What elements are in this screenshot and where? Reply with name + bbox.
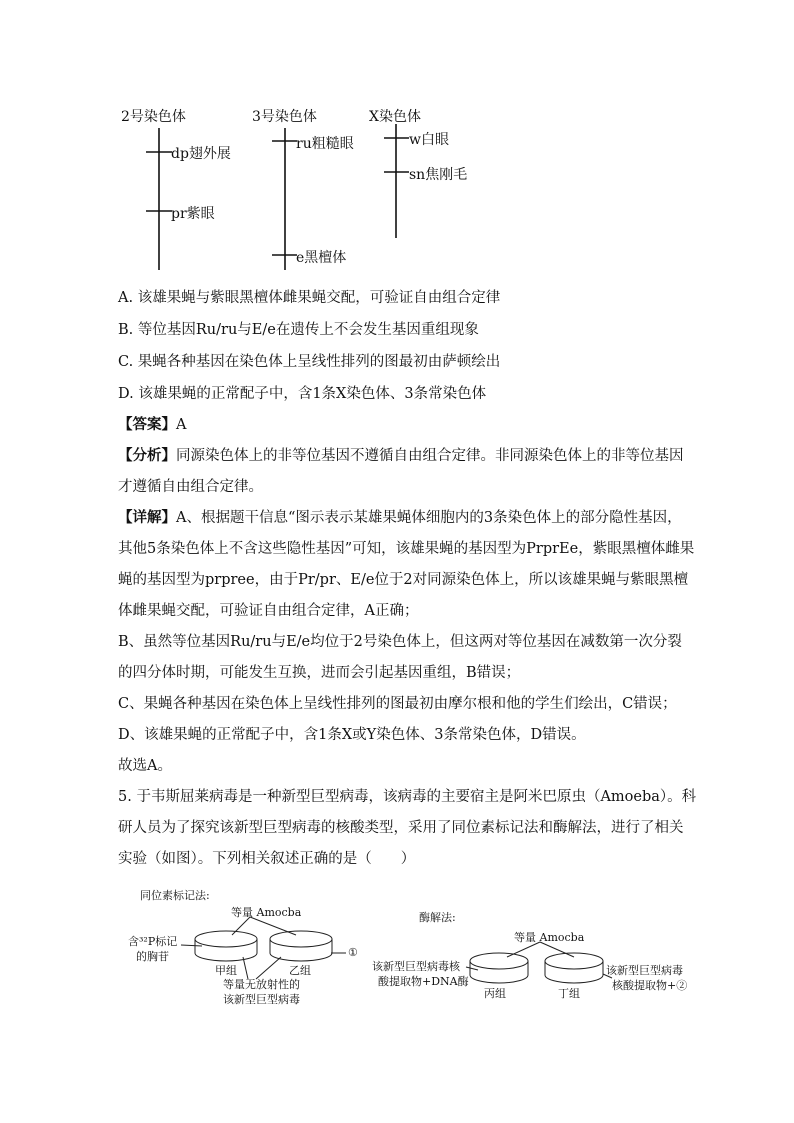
analysis-line-1: 【分析】同源染色体上的非等位基因不遵循自由组合定律。非同源染色体上的非等位基因 bbox=[118, 447, 684, 464]
option-c: C. 果蝇各种基因在染色体上呈线性排列的图最初由萨顿绘出 bbox=[118, 354, 501, 370]
enzyme-equal-amount: 等量 Amocba bbox=[514, 931, 585, 944]
group-a-label: 甲组 bbox=[215, 964, 237, 977]
detail-line-6: 的四分体时期，可能发生互换，进而会引起基因重组，B错误； bbox=[118, 665, 521, 681]
labeled-thymidine-2: 的胸苷 bbox=[136, 950, 169, 963]
group-b-label: 乙组 bbox=[289, 964, 311, 977]
analysis-line-2: 才遵循自由组合定律。 bbox=[118, 479, 263, 495]
enzyme-right-2: 核酸提取物+② bbox=[612, 979, 688, 992]
enzyme-title: 酶解法: bbox=[419, 911, 456, 924]
isotope-title: 同位素标记法: bbox=[140, 889, 210, 902]
conclusion: 故选A。 bbox=[118, 758, 172, 774]
enzyme-figure bbox=[466, 942, 612, 983]
labeled-thymidine-1: 含³²P标记 bbox=[128, 935, 178, 948]
dish-group-d-top bbox=[545, 953, 603, 969]
group-d-label: 丁组 bbox=[558, 987, 580, 1000]
gene-label-sn: sn焦刚毛 bbox=[409, 167, 468, 183]
marker-1: ① bbox=[348, 946, 358, 959]
gene-label-dp: dp翅外展 bbox=[171, 146, 231, 162]
enzyme-right-1: 该新型巨型病毒 bbox=[606, 964, 683, 977]
detail-line-2: 其他5条染色体上不含这些隐性基因”可知，该雄果蝇的基因型为PrprEe，紫眼黑檀体雌果 bbox=[118, 541, 695, 557]
dish-group-b-top bbox=[270, 931, 332, 947]
virus-label-1: 等量无放射性的 bbox=[223, 978, 300, 991]
isotope-figure bbox=[181, 917, 346, 979]
answer-label: 【答案】 bbox=[118, 416, 176, 433]
option-b: B. 等位基因Ru/ru与E/e在遗传上不会发生基因重组现象 bbox=[118, 322, 479, 338]
question-5-line-3: 实验（如图）。下列相关叙述正确的是（ ） bbox=[118, 851, 416, 867]
group-c-label: 丙组 bbox=[484, 987, 506, 1000]
detail-line-8: D、该雄果蝇的正常配子中，含1条X或Y染色体、3条常染色体，D错误。 bbox=[118, 727, 586, 743]
gene-label-ru: ru粗糙眼 bbox=[296, 136, 354, 152]
enzyme-left-1: 该新型巨型病毒核 bbox=[372, 960, 460, 973]
question-5-line-1: 5. 于韦斯屈莱病毒是一种新型巨型病毒，该病毒的主要宿主是阿米巴原虫（Amoeba）。科 bbox=[118, 789, 697, 805]
dish-group-c-top bbox=[470, 953, 528, 969]
detail-line-1: 【详解】A、根据题干信息“图示表示某雄果蝇体细胞内的3条染色体上的部分隐性基因， bbox=[118, 509, 682, 526]
enzyme-left-2: 酸提取物+DNA酶 bbox=[378, 975, 469, 988]
chromosome-2-label: 2号染色体 bbox=[121, 109, 186, 125]
answer bbox=[118, 415, 186, 435]
detail-line-7: C、果蝇各种基因在染色体上呈线性排列的图最初由摩尔根和他的学生们绘出，C错误； bbox=[118, 696, 677, 712]
dish-group-a-top bbox=[195, 931, 257, 947]
analysis-label: 【分析】 bbox=[118, 447, 176, 464]
question-5-line-2: 研人员为了探究该新型巨型病毒的核酸类型，采用了同位素标记法和酶解法，进行了相关 bbox=[118, 820, 684, 836]
gene-label-e: e黑檀体 bbox=[296, 250, 347, 266]
detail-line-5: B、虽然等位基因Ru/ru与E/e均位于2号染色体上，但这两对等位基因在减数第一次分裂 bbox=[118, 634, 682, 650]
chromosome-3-label: 3号染色体 bbox=[252, 109, 317, 125]
option-d: D. 该雄果蝇的正常配子中，含1条X染色体、3条常染色体 bbox=[118, 386, 487, 402]
chromosome-x-label: X染色体 bbox=[369, 109, 421, 125]
option-a: A. 该雄果蝇与紫眼黑檀体雌果蝇交配，可验证自由组合定律 bbox=[118, 290, 501, 306]
gene-label-w: w白眼 bbox=[409, 132, 449, 148]
isotope-equal-amount: 等量 Amocba bbox=[231, 906, 302, 919]
answer-value: A bbox=[176, 417, 187, 433]
virus-label-2: 该新型巨型病毒 bbox=[223, 993, 300, 1006]
detail-line-3: 蝇的基因型为prpree，由于Pr/pr、E/e位于2对同源染色体上，所以该雄果蝇与紫眼黑檀 bbox=[118, 572, 689, 588]
detail-label: 【详解】 bbox=[118, 509, 176, 526]
detail-line-4: 体雌果蝇交配，可验证自由组合定律，A正确； bbox=[118, 603, 419, 619]
gene-label-pr: pr紫眼 bbox=[171, 206, 215, 222]
